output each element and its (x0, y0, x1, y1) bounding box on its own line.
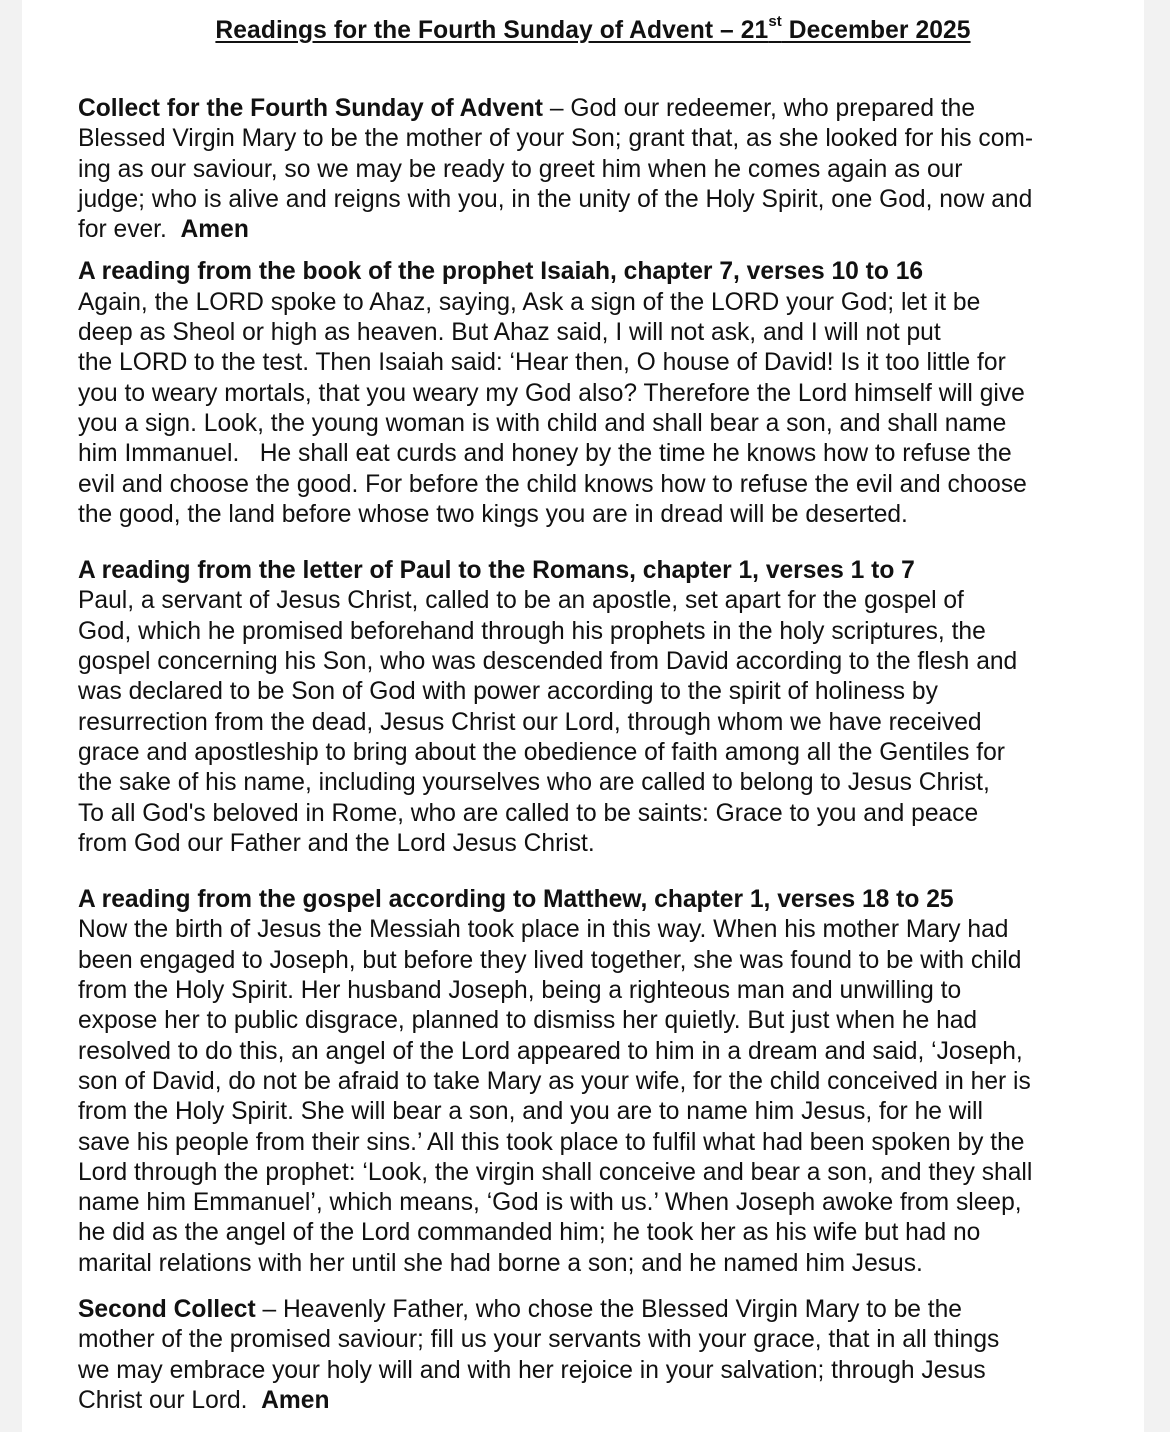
collect-line (78, 215, 1108, 245)
reading-line: marital relations with her until she had borne a son; and he named him Jesus. (78, 1249, 923, 1277)
title-superscript: st (768, 12, 782, 30)
collect-line: ing as our saviour, so we may be ready to greet him when he comes again as our (78, 155, 963, 183)
reading-line: been engaged to Joseph, but before they lived together, she was found to be with child (78, 946, 1022, 974)
reading-line: you a sign. Look, the young woman is with child and shall bear a son, and shall name (78, 409, 1007, 437)
collect-line: Blessed Virgin Mary to be the mother of your Son; grant that, as she looked for his com- (78, 125, 1034, 153)
collect-heading: Second Collect (78, 1295, 256, 1323)
reading-line: from the Holy Spirit. She will bear a son, and you are to name him Jesus, for he will (78, 1098, 983, 1126)
reading-line: son of David, do not be afraid to take Mary as your wife, for the child conceived in her is (78, 1067, 1031, 1095)
reading-heading: A reading from the book of the prophet Isaiah, chapter 7, verses 10 to 16 (78, 258, 924, 286)
title-prefix: Readings for the Fourth Sunday of Advent – 21 (215, 17, 769, 44)
reading-line: the LORD to the test. Then Isaiah said: ‘Hear then, O house of David! Is it too little for (78, 349, 1006, 377)
reading-line: deep as Sheol or high as heaven. But Ahaz said, I will not ask, and I will not put (78, 319, 941, 347)
reading-line: he did as the angel of the Lord commanded him; he took her as his wife but had no (78, 1219, 981, 1247)
reading-line: resolved to do this, an angel of the Lord appeared to him in a dream and said, ‘Joseph, (78, 1037, 1023, 1065)
reading-line: the good, the land before whose two kings you are in dread will be deserted. (78, 500, 908, 528)
reading-line: grace and apostleship to bring about the obedience of faith among all the Gentiles for (78, 738, 1005, 766)
reading-line: gospel concerning his Son, who was descended from David according to the flesh and (78, 648, 1018, 676)
reading-line: was declared to be Son of God with power according to the spirit of holiness by (78, 678, 938, 706)
reading-isaiah (78, 257, 1108, 530)
reading-line: evil and choose the good. For before the child knows how to refuse the evil and choose (78, 470, 1027, 498)
collect-line (78, 1295, 1108, 1325)
reading-heading: A reading from the letter of Paul to the Romans, chapter 1, verses 1 to 7 (78, 557, 915, 585)
reading-line: To all God's beloved in Rome, who are called to be saints: Grace to you and peace (78, 799, 979, 827)
reading-line: him Immanuel. He shall eat curds and honey by the time he knows how to refuse the (78, 440, 1012, 468)
reading-line: expose her to public disgrace, planned to dismiss her quietly. But just when he had (78, 1007, 978, 1035)
reading-line: from God our Father and the Lord Jesus Christ. (78, 829, 595, 857)
reading-line: save his people from their sins.’ All this took place to fulfil what had been spoken by the (78, 1128, 1025, 1156)
collect-line (78, 1386, 1108, 1416)
reading-line: Again, the LORD spoke to Ahaz, saying, Ask a sign of the LORD your God; let it be (78, 288, 981, 316)
collect-line: we may embrace your holy will and with her rejoice in your salvation; through Jesus (78, 1356, 986, 1384)
collect-line: judge; who is alive and reigns with you, in the unity of the Holy Spirit, one God, now and (78, 185, 1033, 213)
collect-amen: Amen (261, 1386, 330, 1414)
collect-fourth-sunday (78, 94, 1108, 245)
collect-text: – God our redeemer, who prepared the (543, 95, 976, 122)
reading-line: Paul, a servant of Jesus Christ, called to be an apostle, set apart for the gospel of (78, 587, 964, 615)
document-page (22, 0, 1144, 1432)
collect-text: Christ our Lord. (78, 1386, 262, 1414)
collect-line: mother of the promised saviour; fill us your servants with your grace, that in all things (78, 1326, 1000, 1354)
reading-matthew (78, 885, 1108, 1279)
reading-line: Lord through the prophet: ‘Look, the virgin shall conceive and bear a son, and they shall (78, 1158, 1033, 1186)
page-title (78, 14, 1108, 48)
reading-line: resurrection from the dead, Jesus Christ our Lord, through whom we have received (78, 708, 982, 736)
reading-line: from the Holy Spirit. Her husband Joseph, being a righteous man and unwilling to (78, 977, 962, 1005)
collect-line (78, 94, 1108, 124)
second-collect (78, 1295, 1108, 1416)
collect-text: – Heavenly Father, who chose the Blessed Virgin Mary to be the (255, 1295, 962, 1323)
collect-amen: Amen (180, 216, 249, 244)
reading-line: Now the birth of Jesus the Messiah took place in this way. When his mother Mary had (78, 916, 1009, 944)
reading-line: name him Emmanuel’, which means, ‘God is with us.’ When Joseph awoke from sleep, (78, 1189, 1022, 1217)
reading-line: the sake of his name, including yourselves who are called to belong to Jesus Christ, (78, 769, 990, 797)
collect-text: for ever. (78, 216, 181, 244)
reading-line: God, which he promised beforehand through his prophets in the holy scriptures, the (78, 617, 986, 645)
collect-heading: Collect for the Fourth Sunday of Advent (78, 95, 543, 122)
reading-heading: A reading from the gospel according to Matthew, chapter 1, verses 18 to 25 (78, 886, 954, 914)
reading-line: you to weary mortals, that you weary my God also? Therefore the Lord himself will give (78, 379, 1025, 407)
title-suffix: December 2025 (781, 17, 971, 44)
document-content (78, 0, 1108, 1416)
reading-romans (78, 556, 1108, 859)
